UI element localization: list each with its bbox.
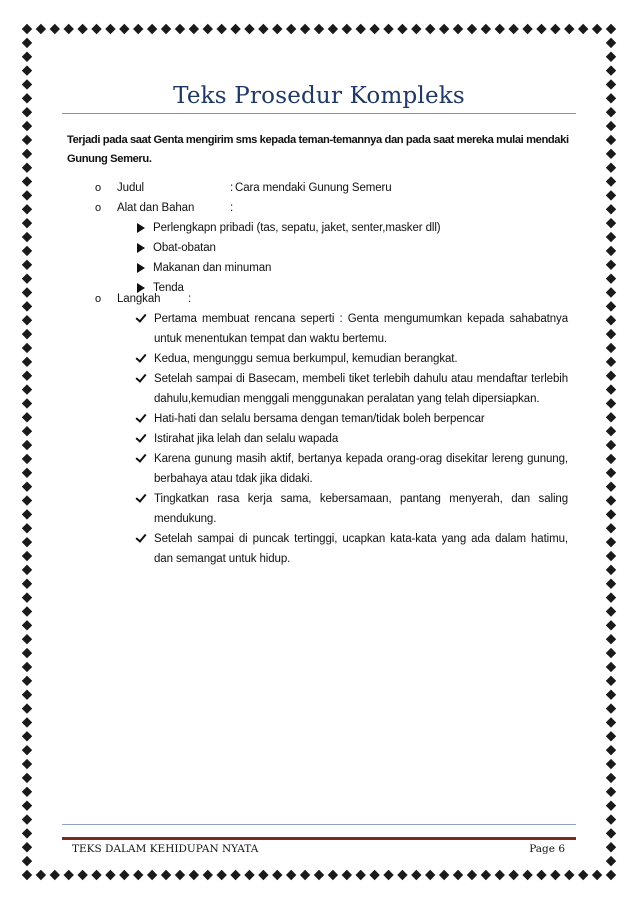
border-diamond-icon (606, 870, 616, 880)
border-diamond-icon (22, 856, 32, 866)
border-diamond-icon (550, 870, 560, 880)
border-diamond-icon (369, 24, 379, 34)
border-diamond-icon (22, 800, 32, 810)
border-diamond-icon (606, 731, 616, 741)
border-diamond-icon (22, 814, 32, 824)
border-diamond-icon (22, 357, 32, 367)
border-diamond-icon (22, 551, 32, 561)
border-diamond-icon (606, 620, 616, 630)
border-diamond-icon (216, 24, 226, 34)
border-diamond-icon (22, 176, 32, 186)
border-diamond-icon (258, 24, 268, 34)
border-diamond-icon (258, 870, 268, 880)
step-text: Setelah sampai di puncak tertinggi, ucapkan kata-kata yang ada dalam hatimu, dan semangat untuk hidup. (154, 533, 568, 565)
page-number: Page 6 (529, 843, 565, 855)
border-diamond-icon (22, 273, 32, 283)
border-diamond-icon (22, 773, 32, 783)
border-diamond-icon (606, 24, 616, 34)
border-diamond-icon (22, 246, 32, 256)
border-diamond-icon (606, 52, 616, 62)
checkmark-icon (135, 531, 146, 543)
border-diamond-icon (77, 24, 87, 34)
border-diamond-icon (22, 52, 32, 62)
border-diamond-icon (508, 870, 518, 880)
border-diamond-icon (606, 551, 616, 561)
step-text: Tingkatkan rasa kerja sama, kebersamaan, pantang menyerah, dan saling mendukung. (154, 493, 568, 525)
border-diamond-icon (606, 315, 616, 325)
border-diamond-icon (592, 870, 602, 880)
border-diamond-icon (606, 426, 616, 436)
border-diamond-icon (230, 24, 240, 34)
border-diamond-icon (606, 162, 616, 172)
border-diamond-icon (606, 759, 616, 769)
border-diamond-icon (328, 24, 338, 34)
alat-colon: : (230, 202, 234, 214)
border-diamond-icon (369, 870, 379, 880)
border-diamond-icon (425, 24, 435, 34)
border-diamond-icon (328, 870, 338, 880)
alat-item (137, 238, 567, 258)
border-diamond-icon (606, 468, 616, 478)
border-diamond-icon (36, 870, 46, 880)
border-diamond-icon (216, 870, 226, 880)
alat-item-text: Makanan dan minuman (153, 262, 272, 274)
border-diamond-icon (342, 870, 352, 880)
border-diamond-icon (22, 634, 32, 644)
footer-text: TEKS DALAM KEHIDUPAN NYATA (72, 843, 259, 855)
border-diamond-icon (91, 24, 101, 34)
judul-value: Cara mendaki Gunung Semeru (235, 182, 392, 194)
border-diamond-icon (22, 523, 32, 533)
step-item (136, 369, 568, 409)
border-diamond-icon (606, 398, 616, 408)
border-diamond-icon (606, 384, 616, 394)
border-diamond-icon (606, 454, 616, 464)
border-diamond-icon (286, 870, 296, 880)
border-diamond-icon (189, 24, 199, 34)
border-diamond-icon (22, 842, 32, 852)
border-diamond-icon (606, 357, 616, 367)
border-diamond-icon (606, 218, 616, 228)
intro-paragraph: Terjadi pada saat Genta mengirim sms kepada teman-temannya dan pada saat mereka mulai mendaki Gunung Semeru. (67, 134, 569, 165)
border-diamond-icon (64, 870, 74, 880)
border-diamond-icon (161, 870, 171, 880)
border-diamond-icon (175, 870, 185, 880)
border-diamond-icon (91, 870, 101, 880)
border-diamond-icon (606, 662, 616, 672)
border-diamond-icon (22, 662, 32, 672)
border-diamond-icon (22, 343, 32, 353)
border-diamond-icon (606, 481, 616, 491)
border-diamond-icon (22, 190, 32, 200)
border-diamond-icon (578, 870, 588, 880)
border-diamond-icon (606, 592, 616, 602)
border-diamond-icon (606, 38, 616, 48)
border-diamond-icon (606, 690, 616, 700)
border-diamond-icon (606, 634, 616, 644)
border-diamond-icon (22, 260, 32, 270)
border-diamond-icon (606, 371, 616, 381)
border-diamond-icon (22, 481, 32, 491)
border-diamond-icon (22, 870, 32, 880)
border-diamond-icon (606, 329, 616, 339)
border-diamond-icon (22, 440, 32, 450)
border-diamond-icon (133, 24, 143, 34)
steps-list (136, 309, 568, 569)
judul-row (95, 178, 575, 198)
border-diamond-icon (22, 384, 32, 394)
border-diamond-icon (22, 38, 32, 48)
border-diamond-icon (77, 870, 87, 880)
border-diamond-icon (578, 24, 588, 34)
border-diamond-icon (147, 870, 157, 880)
border-diamond-icon (22, 537, 32, 547)
border-diamond-icon (244, 24, 254, 34)
arrow-bullet-icon (137, 263, 145, 273)
border-diamond-icon (22, 759, 32, 769)
border-diamond-icon (592, 24, 602, 34)
alat-label: Alat dan Bahan (117, 202, 195, 214)
border-diamond-icon (606, 273, 616, 283)
border-diamond-icon (453, 870, 463, 880)
border-diamond-icon (119, 870, 129, 880)
border-diamond-icon (189, 870, 199, 880)
border-diamond-icon (22, 121, 32, 131)
langkah-label: Langkah (117, 293, 161, 305)
border-diamond-icon (22, 731, 32, 741)
border-diamond-icon (22, 648, 32, 658)
border-diamond-icon (105, 870, 115, 880)
border-diamond-icon (244, 870, 254, 880)
border-diamond-icon (272, 870, 282, 880)
border-diamond-icon (397, 24, 407, 34)
border-diamond-icon (606, 260, 616, 270)
border-diamond-icon (22, 828, 32, 838)
border-diamond-icon (383, 870, 393, 880)
step-item (136, 409, 568, 429)
step-item (136, 449, 568, 489)
border-diamond-icon (50, 24, 60, 34)
border-diamond-icon (606, 523, 616, 533)
footer-divider-thin (62, 824, 576, 825)
border-diamond-icon (22, 371, 32, 381)
arrow-bullet-icon (137, 243, 145, 253)
border-diamond-icon (550, 24, 560, 34)
footer-divider-thick (62, 837, 576, 840)
circle-bullet-icon: o (95, 182, 102, 194)
border-diamond-icon (64, 24, 74, 34)
border-diamond-icon (606, 828, 616, 838)
alat-item-text: Obat-obatan (153, 242, 216, 254)
border-diamond-icon (22, 745, 32, 755)
border-diamond-icon (22, 579, 32, 589)
border-diamond-icon (22, 592, 32, 602)
border-diamond-icon (22, 495, 32, 505)
border-diamond-icon (606, 509, 616, 519)
border-diamond-icon (50, 870, 60, 880)
border-diamond-icon (606, 537, 616, 547)
step-item (136, 489, 568, 529)
alat-item-text: Tenda (153, 282, 184, 294)
border-diamond-icon (606, 343, 616, 353)
border-diamond-icon (564, 24, 574, 34)
alat-item (137, 218, 567, 238)
border-diamond-icon (300, 870, 310, 880)
checkmark-icon (135, 351, 146, 363)
border-diamond-icon (495, 24, 505, 34)
circle-bullet-icon: o (95, 202, 102, 214)
border-diamond-icon (606, 412, 616, 422)
border-diamond-icon (22, 135, 32, 145)
border-diamond-icon (22, 703, 32, 713)
step-text: Kedua, mengunggu semua berkumpul, kemudian berangkat. (154, 353, 458, 365)
circle-bullet-icon: o (95, 293, 102, 305)
border-diamond-icon (411, 870, 421, 880)
border-diamond-icon (203, 24, 213, 34)
border-diamond-icon (105, 24, 115, 34)
langkah-colon: : (188, 293, 192, 305)
border-diamond-icon (397, 870, 407, 880)
langkah-row (95, 289, 575, 309)
border-diamond-icon (230, 870, 240, 880)
border-diamond-icon (606, 495, 616, 505)
border-diamond-icon (314, 870, 324, 880)
alat-item (137, 258, 567, 278)
border-diamond-icon (286, 24, 296, 34)
judul-colon: : (230, 182, 234, 194)
checkmark-icon (135, 491, 146, 503)
border-diamond-icon (606, 176, 616, 186)
alat-row (95, 198, 575, 218)
border-diamond-icon (606, 717, 616, 727)
border-diamond-icon (606, 800, 616, 810)
checkmark-icon (135, 451, 146, 463)
border-diamond-icon (22, 329, 32, 339)
border-diamond-icon (606, 287, 616, 297)
border-diamond-icon (536, 24, 546, 34)
step-item (136, 429, 568, 449)
border-diamond-icon (356, 24, 366, 34)
border-diamond-icon (606, 190, 616, 200)
step-item (136, 529, 568, 569)
border-diamond-icon (119, 24, 129, 34)
step-item (136, 349, 568, 369)
border-diamond-icon (606, 121, 616, 131)
border-diamond-icon (342, 24, 352, 34)
border-diamond-icon (22, 204, 32, 214)
border-diamond-icon (22, 606, 32, 616)
border-diamond-icon (203, 870, 213, 880)
border-diamond-icon (606, 703, 616, 713)
border-diamond-icon (314, 24, 324, 34)
checkmark-icon (135, 431, 146, 443)
border-diamond-icon (272, 24, 282, 34)
border-diamond-icon (606, 787, 616, 797)
border-diamond-icon (606, 149, 616, 159)
border-diamond-icon (356, 870, 366, 880)
border-diamond-icon (606, 246, 616, 256)
border-diamond-icon (22, 315, 32, 325)
border-diamond-icon (606, 65, 616, 75)
border-diamond-icon (133, 870, 143, 880)
border-diamond-icon (606, 856, 616, 866)
border-diamond-icon (606, 842, 616, 852)
border-diamond-icon (606, 565, 616, 575)
checkmark-icon (135, 411, 146, 423)
step-text: Karena gunung masih aktif, bertanya kepada orang-orag disekitar lereng gunung, berbahaya atau tdak jika didaki. (154, 453, 568, 485)
border-diamond-icon (564, 870, 574, 880)
border-diamond-icon (22, 412, 32, 422)
border-diamond-icon (22, 426, 32, 436)
step-text: Setelah sampai di Basecam, membeli tiket terlebih dahulu atau mendaftar terlebih dahulu,kemudian menggali menggunakan peralatan yang telah dipersiapkan. (154, 373, 568, 405)
judul-label: Judul (117, 182, 144, 194)
checkmark-icon (135, 371, 146, 383)
border-diamond-icon (606, 301, 616, 311)
border-diamond-icon (22, 398, 32, 408)
border-diamond-icon (508, 24, 518, 34)
border-diamond-icon (22, 24, 32, 34)
border-diamond-icon (22, 717, 32, 727)
border-diamond-icon (453, 24, 463, 34)
border-diamond-icon (22, 218, 32, 228)
border-diamond-icon (147, 24, 157, 34)
border-diamond-icon (467, 24, 477, 34)
step-text: Hati-hati dan selalu bersama dengan teman/tidak boleh berpencar (154, 413, 485, 425)
alat-item-text: Perlengkapn pribadi (tas, sepatu, jaket, senter,masker dll) (153, 222, 441, 234)
border-diamond-icon (22, 787, 32, 797)
border-diamond-icon (606, 676, 616, 686)
border-diamond-icon (522, 24, 532, 34)
border-diamond-icon (606, 440, 616, 450)
step-text: Istirahat jika lelah dan selalu wapada (154, 433, 339, 445)
border-diamond-icon (606, 579, 616, 589)
border-diamond-icon (606, 814, 616, 824)
border-diamond-icon (22, 509, 32, 519)
border-diamond-icon (606, 606, 616, 616)
border-diamond-icon (495, 870, 505, 880)
border-diamond-icon (22, 301, 32, 311)
border-diamond-icon (22, 65, 32, 75)
step-text: Pertama membuat rencana seperti : Genta mengumumkan kepada sahabatnya untuk menentukan tempat dan waktu bertemu. (154, 313, 568, 345)
arrow-bullet-icon (137, 223, 145, 233)
border-diamond-icon (606, 773, 616, 783)
checkmark-icon (135, 311, 146, 323)
border-diamond-icon (606, 648, 616, 658)
border-diamond-icon (22, 690, 32, 700)
border-diamond-icon (425, 870, 435, 880)
border-diamond-icon (22, 676, 32, 686)
border-diamond-icon (481, 870, 491, 880)
border-diamond-icon (175, 24, 185, 34)
border-diamond-icon (22, 468, 32, 478)
title-divider (62, 113, 576, 114)
border-diamond-icon (22, 232, 32, 242)
border-diamond-icon (22, 454, 32, 464)
border-diamond-icon (22, 287, 32, 297)
step-item (136, 309, 568, 349)
page-title: Teks Prosedur Kompleks (173, 83, 465, 109)
border-diamond-icon (22, 149, 32, 159)
border-diamond-icon (161, 24, 171, 34)
border-diamond-icon (439, 870, 449, 880)
border-diamond-icon (22, 162, 32, 172)
border-diamond-icon (300, 24, 310, 34)
border-diamond-icon (481, 24, 491, 34)
border-diamond-icon (36, 24, 46, 34)
border-diamond-icon (606, 745, 616, 755)
border-diamond-icon (22, 620, 32, 630)
border-diamond-icon (522, 870, 532, 880)
border-diamond-icon (439, 24, 449, 34)
border-diamond-icon (606, 232, 616, 242)
border-diamond-icon (536, 870, 546, 880)
border-diamond-icon (467, 870, 477, 880)
border-diamond-icon (22, 565, 32, 575)
border-diamond-icon (606, 204, 616, 214)
border-diamond-icon (383, 24, 393, 34)
border-diamond-icon (411, 24, 421, 34)
border-diamond-icon (606, 135, 616, 145)
